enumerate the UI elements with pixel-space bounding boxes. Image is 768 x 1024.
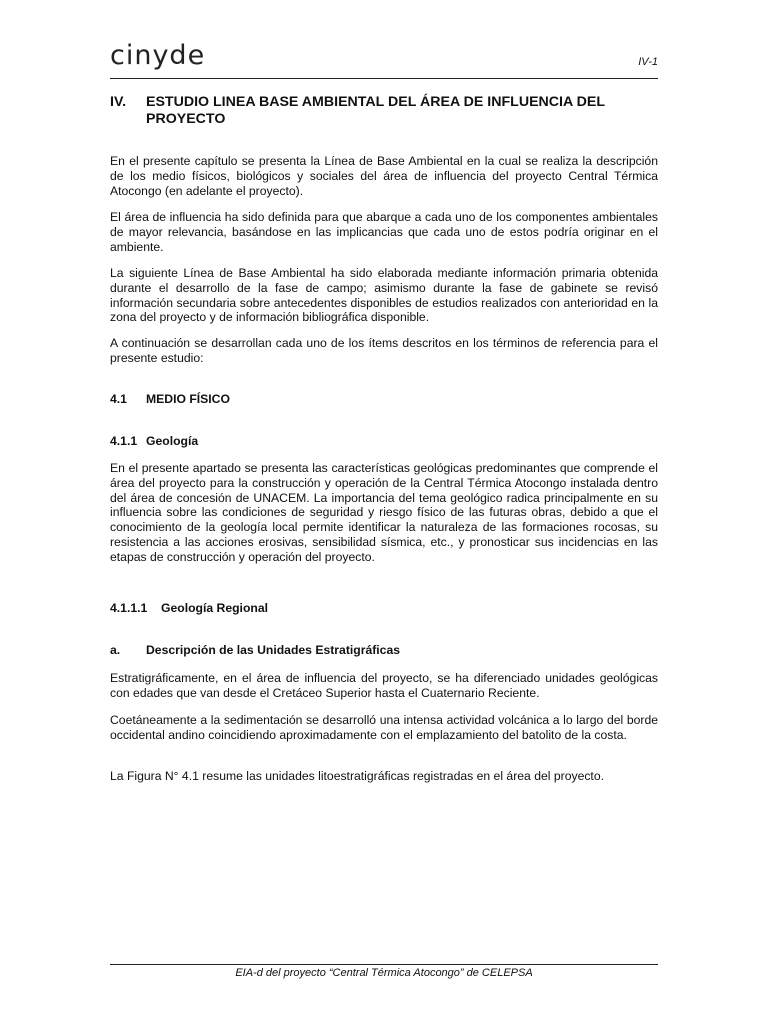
section-title: Geología bbox=[146, 434, 199, 448]
intro-paragraph-2: El área de influencia ha sido definida para que abarque a cada uno de los componentes ambientales de mayor relevancia, basándose en las implicancias que cada uno de estos podría originar en el ambiente. bbox=[110, 210, 658, 254]
company-logo: cinyde bbox=[110, 40, 206, 71]
section-number: 4.1.1 bbox=[110, 434, 138, 448]
section-title: Geología Regional bbox=[161, 601, 268, 615]
footer-text: EIA-d del proyecto “Central Térmica Atocongo” de CELEPSA bbox=[235, 967, 533, 979]
intro-paragraph-4: A continuación se desarrollan cada uno de los ítems descritos en los términos de referencia para el presente estudio: bbox=[110, 336, 658, 365]
header-rule bbox=[110, 78, 658, 79]
section-heading-4-1-1-1 bbox=[110, 601, 268, 615]
regional-paragraph-3: La Figura N° 4.1 resume las unidades litoestratigráficas registradas en el área del proyecto. bbox=[110, 769, 604, 783]
footer-rule bbox=[110, 964, 658, 965]
section-number: 4.1.1.1 bbox=[110, 601, 148, 615]
geologia-paragraph: En el presente apartado se presenta las características geológicas predominantes que comprende el área del proyecto para la construcción y operación de la Central Térmica Atocongo instalada dentro del área de concesión de UNACEM. La importancia del tema geológico radica principalmente en su influencia sobre las condiciones de seguridad y riesgo físico de las futuras obras, debido a que el conocimiento de la geología local permite identificar la naturaleza de las formaciones rocosas, su resistencia a las acciones erosivas, sensibilidad sísmica, etc., y pronosticar sus incidencias en las etapas de construcción y operación del proyecto. bbox=[110, 461, 658, 564]
intro-paragraph-1: En el presente capítulo se presenta la Línea de Base Ambiental en la cual se realiza la descripción de los medio físicos, biológicos y sociales del área de influencia del proyecto Central Térmica Atocongo (en adelante el proyecto). bbox=[110, 154, 658, 198]
section-heading-4-1 bbox=[110, 392, 230, 406]
subsection-heading-a bbox=[110, 643, 400, 657]
chapter-number: IV. bbox=[110, 94, 127, 110]
section-title: MEDIO FÍSICO bbox=[146, 392, 230, 406]
chapter-title: ESTUDIO LINEA BASE AMBIENTAL DEL ÁREA DE INFLUENCIA DEL PROYECTO bbox=[146, 94, 605, 127]
regional-paragraph-1: Estratigráficamente, en el área de influencia del proyecto, se ha diferenciado unidades geológicas con edades que van desde el Cretáceo Superior hasta el Cuaternario Reciente. bbox=[110, 671, 658, 700]
intro-paragraph-3: La siguiente Línea de Base Ambiental ha sido elaborada mediante información primaria obtenida durante el desarrollo de la fase de campo; asimismo durante la fase de gabinete se revisó información secundaria sobre antecedentes disponibles de estudios realizados con anterioridad en la zona del proyecto y de información bibliográfica disponible. bbox=[110, 266, 658, 325]
section-heading-4-1-1 bbox=[110, 434, 198, 448]
page-number: IV-1 bbox=[638, 56, 658, 68]
regional-paragraph-2: Coetáneamente a la sedimentación se desarrolló una intensa actividad volcánica a lo largo del borde occidental andino coincidiendo aproximadamente con el emplazamiento del batolito de la costa. bbox=[110, 713, 658, 742]
subsection-title: Descripción de las Unidades Estratigráficas bbox=[146, 643, 401, 657]
chapter-heading bbox=[110, 94, 658, 128]
section-number: 4.1 bbox=[110, 392, 127, 406]
subsection-letter: a. bbox=[110, 643, 121, 657]
